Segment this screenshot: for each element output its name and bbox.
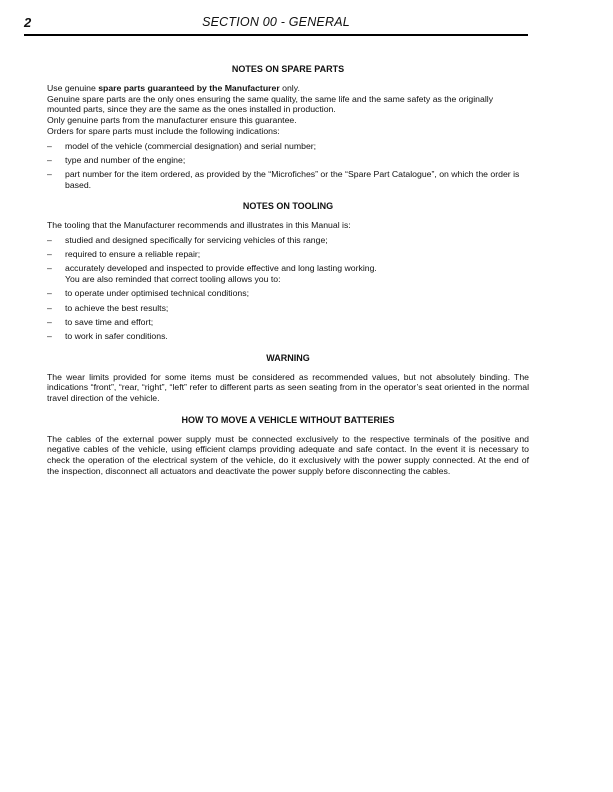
dash-mark: – xyxy=(47,330,52,341)
warning-section xyxy=(47,353,529,404)
page-body xyxy=(47,64,529,488)
list-item xyxy=(47,235,529,246)
dash-mark: – xyxy=(47,302,52,313)
tooling-heading: NOTES ON TOOLING xyxy=(242,201,334,212)
page-number: 2 xyxy=(24,15,32,30)
page-header xyxy=(24,14,528,36)
spare-parts-line-1 xyxy=(47,83,529,94)
batteries-text: The cables of the external power supply must be connected exclusively to the respective terminals of the positive and negative cables of the vehicle, using efficient clamps providing adequate and safe contact. In the event it is necessary to check the operation of the electrical system of the vehicle, do it exclusively with the power supply connected. At the end of the inspection, disconnect all actuators and deactivate the power supply before disconnecting the cables. xyxy=(47,433,529,476)
list-item xyxy=(47,331,529,342)
batteries-section xyxy=(47,415,529,477)
dash-mark: – xyxy=(47,263,52,274)
list-item-text: required to ensure a reliable repair; xyxy=(65,249,201,260)
warning-text: The wear limits provided for some items must be considered as recommended values, but not absolutely binding. The indications “front”, “rear, “right”, “left” refer to different parts as seen seating from in the operator’s seat oriented in the normal travel direction of the vehicle. xyxy=(47,371,529,404)
list-item-text: to operate under optimised technical conditions; xyxy=(65,288,249,299)
list-item-text: accurately developed and inspected to provide effective and long lasting working. xyxy=(65,263,377,274)
dash-mark: – xyxy=(47,288,52,299)
list-item xyxy=(47,303,529,314)
dash-mark: – xyxy=(47,316,52,327)
list-item-text: studied and designed specifically for servicing vehicles of this range; xyxy=(65,235,328,246)
spare-parts-heading: NOTES ON SPARE PARTS xyxy=(231,64,345,74)
list-item xyxy=(47,288,529,299)
spare-parts-line-1-suffix: only. xyxy=(279,83,300,93)
spare-parts-line-1-prefix: Use genuine xyxy=(47,83,99,93)
list-item xyxy=(47,263,529,284)
spare-parts-section xyxy=(47,64,529,190)
dash-mark: – xyxy=(47,168,52,179)
dash-mark: – xyxy=(47,140,52,151)
warning-heading: WARNING xyxy=(266,352,310,363)
tooling-list xyxy=(47,235,529,342)
list-item-text: to work in safer conditions. xyxy=(65,330,168,341)
tooling-intro: The tooling that the Manufacturer recommends and illustrates in this Manual is: xyxy=(47,220,351,231)
dash-mark: – xyxy=(47,235,52,246)
dash-mark: – xyxy=(47,249,52,260)
spare-parts-list xyxy=(47,141,529,191)
tooling-section xyxy=(47,201,529,341)
list-item xyxy=(47,155,529,166)
list-item xyxy=(47,317,529,328)
spare-parts-line-1-bold: spare parts guaranteed by the Manufacturer xyxy=(98,83,280,93)
dash-mark: – xyxy=(47,154,52,165)
list-item-text: model of the vehicle (commercial designation) and serial number; xyxy=(65,140,317,151)
tooling-reminder: You are also reminded that correct tooling allows you to: xyxy=(65,274,281,285)
list-item-text: part number for the item ordered, as provided by the “Microfiches” or the “Spare Part Catalogue”, on which the order is based. xyxy=(65,168,520,190)
spare-parts-line-2: Genuine spare parts are the only ones ensuring the same quality, the same life and the same safety as the originally mounted parts, since they are the same as the ones installed in production. xyxy=(47,93,494,115)
list-item-text: to achieve the best results; xyxy=(65,302,169,313)
list-item-text: type and number of the engine; xyxy=(65,154,186,165)
list-item-text: to save time and effort; xyxy=(65,316,154,327)
list-item xyxy=(47,141,529,152)
spare-parts-line-3: Only genuine parts from the manufacturer ensure this guarantee. xyxy=(47,115,297,126)
list-item xyxy=(47,169,529,190)
batteries-heading: HOW TO MOVE A VEHICLE WITHOUT BATTERIES xyxy=(181,414,395,425)
list-item xyxy=(47,249,529,260)
section-title: SECTION 00 - GENERAL xyxy=(202,15,350,29)
spare-parts-line-4: Orders for spare parts must include the following indications: xyxy=(47,125,280,136)
